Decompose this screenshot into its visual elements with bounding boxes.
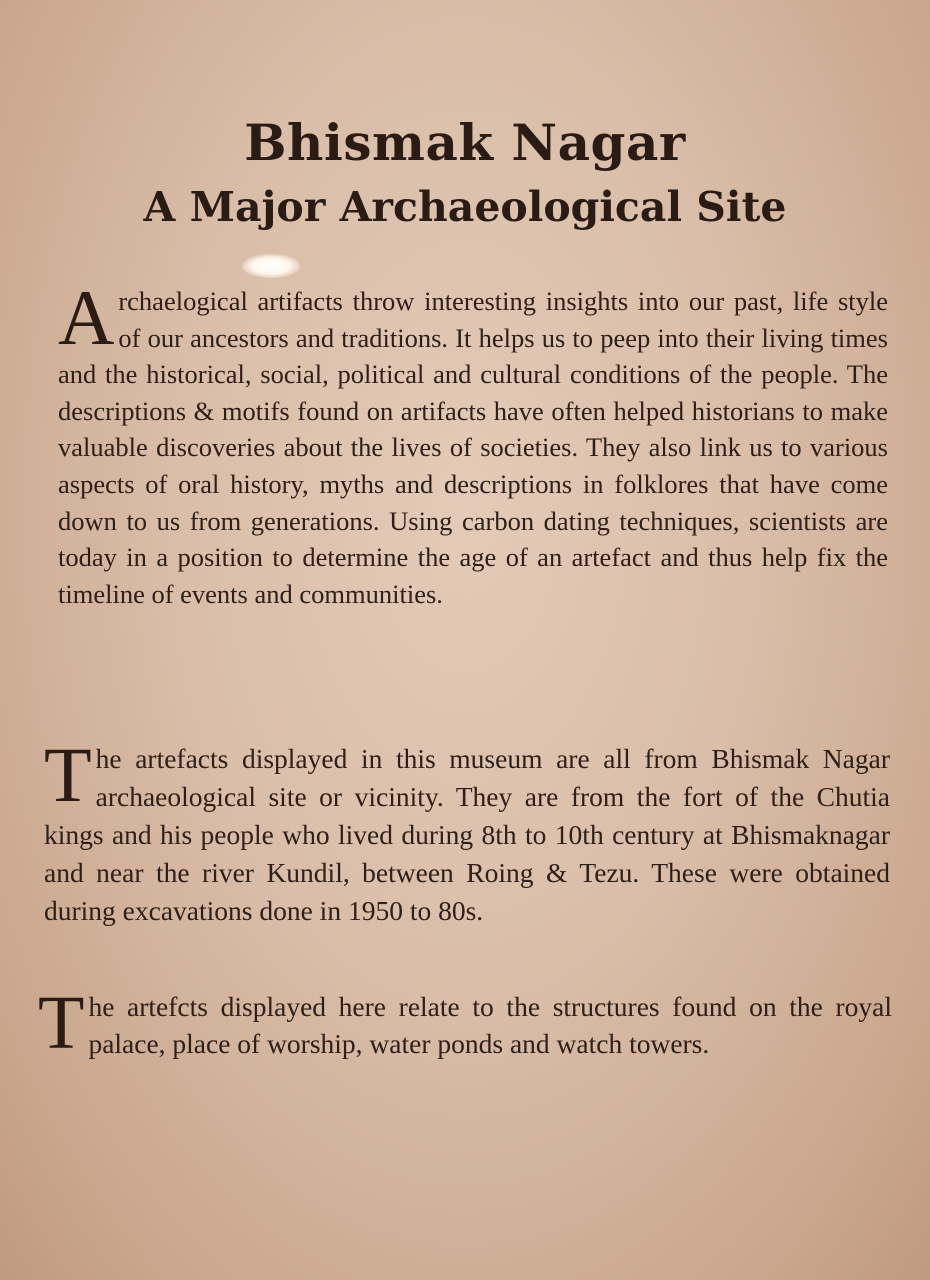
drop-cap: T xyxy=(38,981,85,1065)
drop-cap: A xyxy=(58,274,115,361)
paragraph-text: rchaelogical artifacts throw interesting insights into our past, life style of our ancestors and traditions. It helps us to peep into their living times and the historical, social, political and cultural conditions of the people. The descriptions & motifs found on artifacts have often helped historians to make valuable discoveries about the lives of societies. They also link us to various aspects of oral history, myths and descriptions in folklores that have come down to us from generations. Using carbon dating techniques, scientists are today in a position to determine the age of an artefact and thus help fix the timeline of events and communities. xyxy=(58,286,888,609)
paragraph-structures xyxy=(38,981,892,1065)
placard-subtitle: A Major Archaeological Site xyxy=(143,183,787,231)
paragraph-text: he artefacts displayed in this museum are all from Bhismak Nagar archaeological site or vicinity. They are from the fort of the Chutia kings and his people who lived during 8th to 10th century at Bhismaknagar and near the river Kundil, between Roing & Tezu. These were obtained during excavations done in 1950 to 80s. xyxy=(44,743,890,926)
drop-cap: T xyxy=(44,731,92,818)
paragraph-museum-artefacts xyxy=(44,731,890,930)
light-glare xyxy=(242,254,300,278)
paragraph-artifacts-intro xyxy=(58,274,888,612)
paragraph-text: he artefcts displayed here relate to the structures found on the royal palace, place of worship, water ponds and watch towers. xyxy=(88,991,892,1059)
placard-title: Bhismak Nagar xyxy=(244,113,686,172)
